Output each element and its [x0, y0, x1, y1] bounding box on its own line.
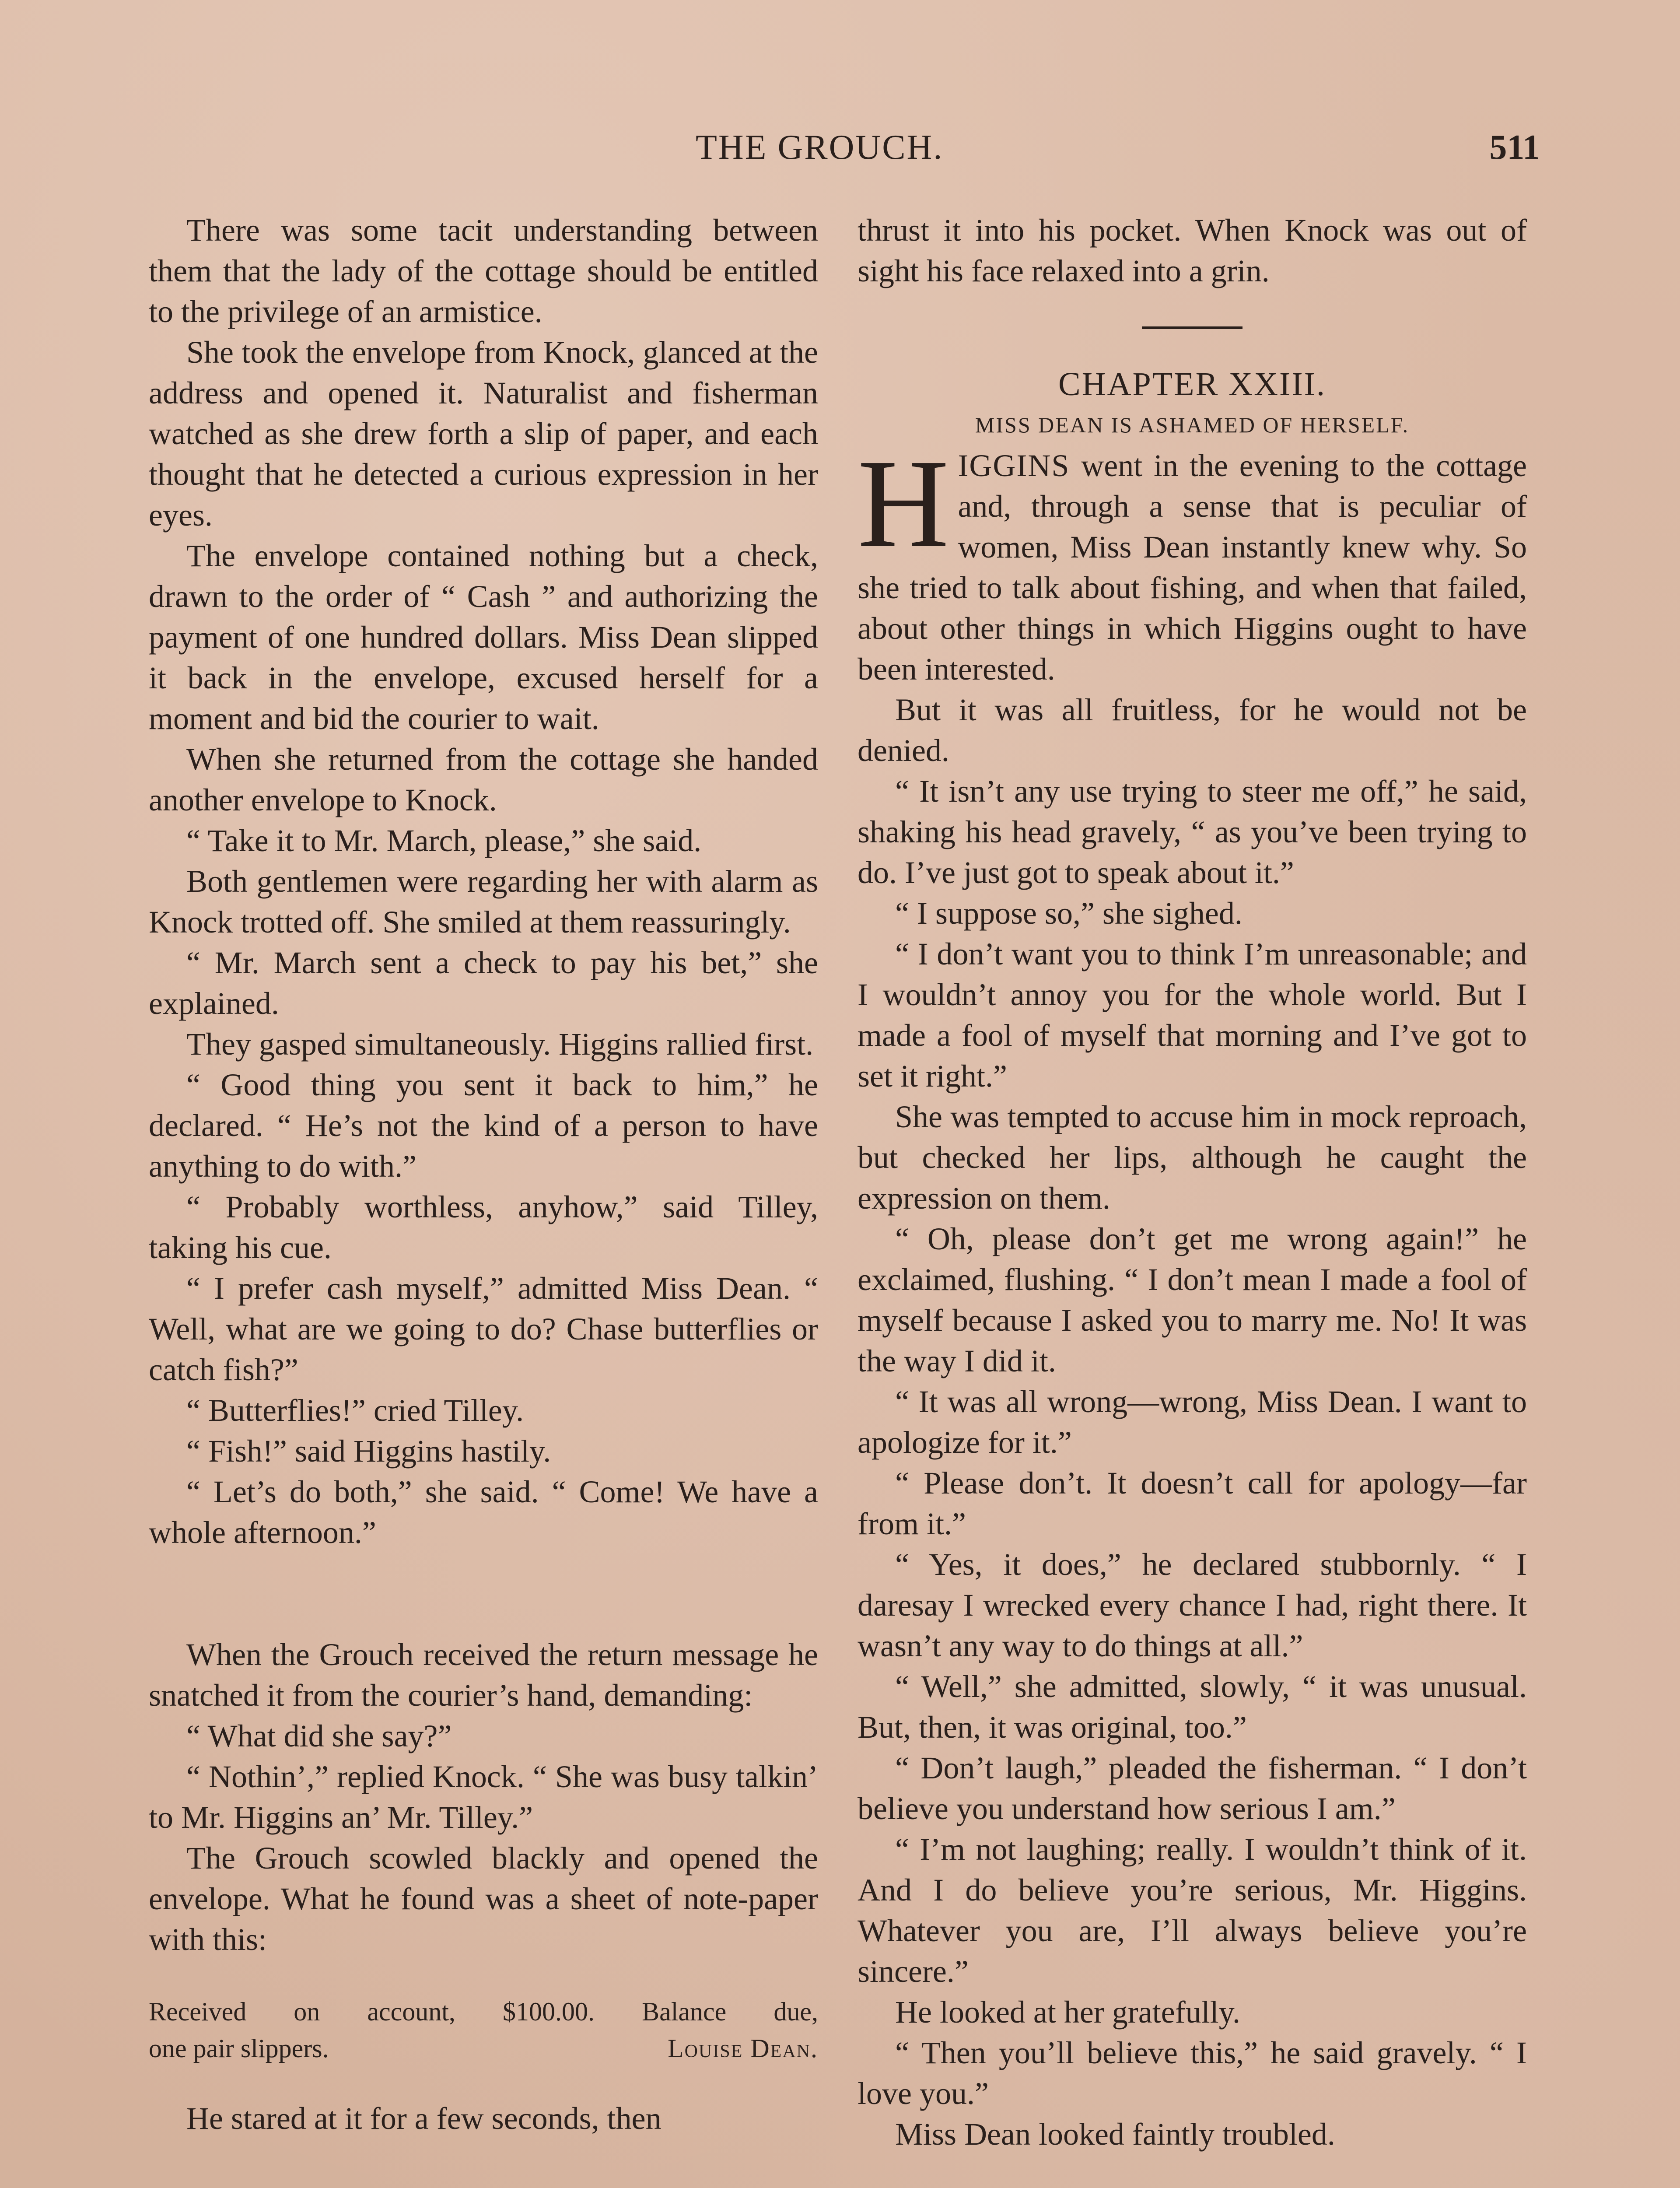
paragraph: “ It was all wrong—wrong, Miss Dean. I want to apologize for it.”: [858, 1384, 1527, 1460]
paragraph: She was tempted to accuse him in mock reproach, but checked her lips, although he caught the expression on them.: [858, 1099, 1527, 1216]
paragraph: “ Probably worthless, anyhow,” said Tilley, taking his cue.: [149, 1189, 818, 1265]
paragraph: “ I don’t want you to think I’m unreasonable; and I wouldn’t annoy you for the whole world. But I made a fool of myself that morning and I’ve got to set it right.”: [858, 936, 1527, 1094]
chapter-divider: [1142, 326, 1242, 329]
paragraph: “ Let’s do both,” she said. “ Come! We have a whole afternoon.”: [149, 1474, 818, 1550]
paragraph: “ Fish!” said Higgins hastily.: [186, 1434, 551, 1469]
paragraph: The Grouch scowled blackly and opened the envelope. What he found was a sheet of note-paper with this:: [149, 1841, 818, 1957]
paragraph: When the Grouch received the return message he snatched it from the courier’s hand, demanding:: [149, 1637, 818, 1713]
paragraph: Miss Dean looked faintly troubled.: [895, 2117, 1335, 2152]
paragraph: “ Butterflies!” cried Tilley.: [186, 1393, 524, 1428]
opening-word: IGGINS: [958, 448, 1070, 483]
paragraph: “ Mr. March sent a check to pay his bet,” she explained.: [149, 945, 818, 1021]
paragraph: “ Nothin’,” replied Knock. “ She was busy talkin’ to Mr. Higgins an’ Mr. Tilley.”: [149, 1759, 818, 1835]
paragraph: When she returned from the cottage she handed another envelope to Knock.: [149, 742, 818, 817]
page-number: 511: [1489, 128, 1540, 167]
paragraph: “ Don’t laugh,” pleaded the fisherman. “ I don’t believe you understand how serious I am.”: [858, 1750, 1527, 1826]
paragraph: Both gentlemen were regarding her with alarm as Knock trotted off. She smiled at them reassuringly.: [149, 864, 818, 940]
left-column: [149, 210, 818, 2139]
chapter-subtitle: MISS DEAN IS ASHAMED OF HERSELF.: [975, 413, 1410, 437]
paragraph: “ It isn’t any use trying to steer me off,” he said, shaking his head gravely, “ as you’ve been trying to do. I’ve just got to speak about it.”: [858, 774, 1527, 890]
paragraph: “ What did she say?”: [186, 1718, 452, 1753]
receipt-signature: Louise Dean.: [668, 2034, 818, 2063]
paragraph: “ I suppose so,” she sighed.: [895, 896, 1242, 931]
right-column: [858, 210, 1527, 2155]
receipt-item: one pair slippers.: [149, 2034, 329, 2063]
running-title: THE GROUCH.: [696, 128, 944, 167]
receipt-line: Received on account, $100.00. Balance due,: [149, 1997, 818, 2026]
page-header: [149, 128, 1540, 180]
paragraph: “ Oh, please don’t get me wrong again!” he exclaimed, flushing. “ I don’t mean I made a fool of myself because I asked you to marry me. No! It was the way I did it.: [858, 1221, 1527, 1378]
paragraph: But it was all fruitless, for he would not be denied.: [858, 692, 1527, 768]
drop-cap: H: [858, 433, 949, 574]
paragraph: He stared at it for a few seconds, then: [186, 2101, 662, 2136]
paragraph: The envelope contained nothing but a check, drawn to the order of “ Cash ” and authorizing the payment of one hundred dollars. Miss Dean slipped it back in the envelope, excused herself for a moment and bid the courier to wait.: [149, 538, 818, 736]
chapter-title: CHAPTER XXIII.: [1058, 366, 1326, 403]
section-break: [149, 1553, 818, 1634]
paragraph: “ Yes, it does,” he declared stubbornly. “ I daresay I wrecked every chance I had, right there. It wasn’t any way to do things at all.”: [858, 1547, 1527, 1663]
paragraph: They gasped simultaneously. Higgins rallied first.: [186, 1027, 814, 1062]
paragraph: “ I’m not laughing; really. I wouldn’t think of it. And I do believe you’re serious, Mr. Higgins. Whatever you are, I’ll always believe you’re sincere.”: [858, 1832, 1527, 1989]
paragraph: She took the envelope from Knock, glanced at the address and opened it. Naturalist and fisherman watched as she drew forth a slip of paper, and each thought that he detected a curious expression in her eyes.: [149, 335, 818, 533]
paragraph: He looked at her gratefully.: [895, 1995, 1241, 2030]
receipt-line: [149, 2030, 818, 2067]
paragraph: “ Please don’t. It doesn’t call for apology—far from it.”: [858, 1466, 1527, 1541]
paragraph-continuation: thrust it into his pocket. When Knock was out of sight his face relaxed into a grin.: [858, 213, 1527, 288]
paragraph: “ I prefer cash myself,” admitted Miss Dean. “ Well, what are we going to do? Chase butterflies or catch fish?”: [149, 1271, 818, 1387]
paragraph: “ Then you’ll believe this,” he said gravely. “ I love you.”: [858, 2035, 1527, 2111]
opening-text: went in the evening to the cottage and, through a sense that is peculiar of women, Miss Dean instantly knew why. So she tried to talk about fishing, and when that failed, about other things in which Higgins ought to have been interested.: [858, 448, 1527, 687]
receipt-note: [149, 1993, 818, 2067]
paragraph: “ Well,” she admitted, slowly, “ it was unusual. But, then, it was original, too.”: [858, 1669, 1527, 1745]
paragraph: There was some tacit understanding between them that the lady of the cottage should be entitled to the privilege of an armistice.: [149, 213, 818, 329]
chapter-opening-paragraph: [858, 433, 1527, 690]
paragraph: “ Good thing you sent it back to him,” he declared. “ He’s not the kind of a person to have anything to do with.”: [149, 1067, 818, 1184]
paragraph: “ Take it to Mr. March, please,” she said.: [186, 823, 702, 858]
